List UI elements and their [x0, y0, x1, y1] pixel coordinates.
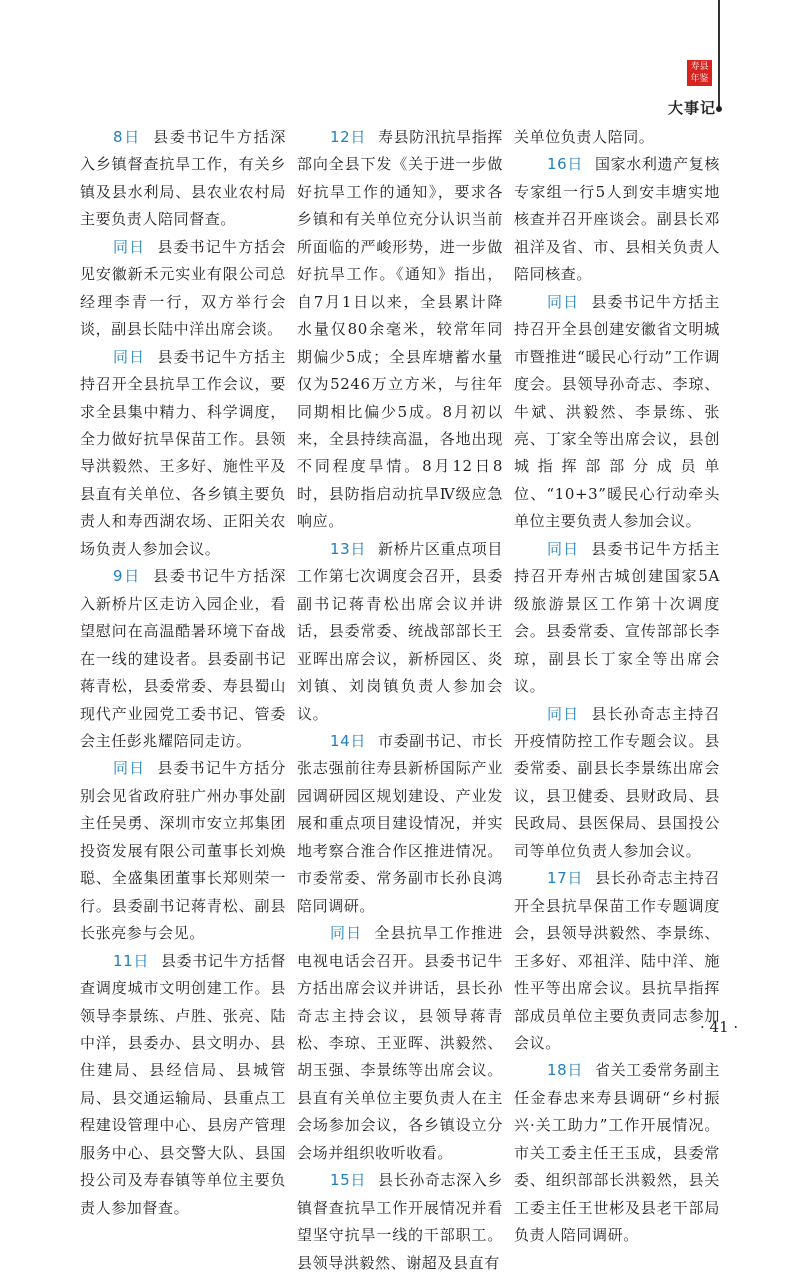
entry-text: 关单位负责人陪同。	[514, 128, 655, 146]
entry-paragraph	[80, 344, 286, 564]
entry-paragraph	[297, 920, 503, 1167]
header-rule-dot	[716, 106, 722, 112]
entry-date: 12日	[330, 128, 366, 146]
entry-paragraph	[297, 124, 503, 536]
entry-date: 同日	[547, 292, 580, 311]
entry-text: 县委书记牛方括主持召开全县抗旱工作会议，要求全县集中精力、科学调度，全力做好抗旱保苗工作。县领导洪毅然、王多好、施性平及县直有关单位、各乡镇主要负责人和寿西湖农场、正阳关农场负责人参加会议。	[80, 347, 286, 558]
entry-paragraph	[514, 536, 720, 701]
entry-paragraph	[297, 728, 503, 920]
entry-date: 同日	[330, 924, 363, 943]
entry-date: 9日	[113, 567, 142, 586]
entry-date: 15日	[330, 1171, 366, 1190]
entry-text: 县委书记牛方括督查调度城市文明创建工作。县领导李景练、卢胜、张亮、陆中洋，县委办、县文明办、县住建局、县经信局、县城管局、县交通运输局、县重点工程建设管理中心、县房产管理服务中心、县交警大队、县国投公司及寿春镇等单位主要负责人参加督查。	[80, 951, 286, 1217]
yearbook-seal-logo: 寿县 年鉴	[687, 60, 712, 86]
entry-paragraph	[80, 124, 286, 234]
entry-text: 寿县防汛抗旱指挥部向全县下发《关于进一步做好抗旱工作的通知》，要求各乡镇和有关单位充分认识当前所面临的严峻形势，进一步做好抗旱工作。《通知》指出，自7月1日以来，全县累计降水量仅80余毫米，较常年同期偏少5成；全县库塘蓄水量仅为5246万立方米，与往年同期相比偏少5成。8月初以来，全县持续高温，各地出现不同程度旱情。8月12日8时，县防指启动抗旱Ⅳ级应急响应。	[297, 128, 503, 531]
entry-date: 16日	[547, 155, 583, 174]
entry-paragraph	[514, 124, 720, 151]
entry-paragraph	[514, 289, 720, 536]
entry-paragraph	[514, 701, 720, 866]
entry-text: 县委书记牛方括会见安徽新禾元实业有限公司总经理李青一行，双方举行会谈，副县长陆中洋出席会谈。	[80, 237, 286, 339]
entry-text: 县长孙奇志主持召开疫情防控工作专题会议。县委常委、副县长李景练出席会议，县卫健委、县财政局、县民政局、县医保局、县国投公司等单位负责人参加会议。	[514, 704, 720, 860]
entry-date: 同日	[113, 347, 146, 366]
entry-text: 县委书记牛方括分别会见省政府驻广州办事处副主任吴勇、深圳市安立邦集团投资发展有限公司董事长刘焕聪、全盛集团董事长郑则荣一行。县委副书记蒋青松、副县长张亮参与会见。	[80, 759, 286, 943]
column-1	[80, 124, 286, 1222]
entry-date: 14日	[330, 731, 366, 750]
entry-paragraph	[514, 1057, 720, 1249]
entry-date: 17日	[547, 869, 583, 888]
entry-date: 同日	[547, 704, 580, 723]
entry-paragraph	[514, 151, 720, 288]
entry-text: 县委书记牛方括深入乡镇督查抗旱工作，有关乡镇及县水利局、县农业农村局主要负责人陪同督查。	[80, 128, 286, 229]
entry-paragraph	[80, 234, 286, 344]
entry-date: 同日	[113, 237, 146, 256]
entry-text: 县委书记牛方括主持召开全县创建安徽省文明城市暨推进“暖民心行动”工作调度会。县领导孙奇志、李琼、牛斌、洪毅然、李景练、张亮、丁家全等出席会议，县创城指挥部部分成员单位、“10+3”暖民心行动牵头单位主要负责人参加会议。	[514, 292, 720, 531]
entry-text: 县长孙奇志深入乡镇督查抗旱工作开展情况并看望坚守抗旱一线的干部职工。县领导洪毅然、谢超及县直有	[297, 1171, 503, 1272]
entry-text: 省关工委常务副主任金春忠来寿县调研“乡村振兴·关工助力”工作开展情况。市关工委主任王玉成，县委常委、组织部部长洪毅然，县关工委主任王世彬及县老干部局负责人陪同调研。	[514, 1061, 720, 1245]
entry-date: 8日	[113, 128, 142, 146]
entry-paragraph	[297, 1167, 503, 1277]
entry-paragraph	[514, 865, 720, 1057]
column-3	[514, 124, 720, 1250]
entry-date: 13日	[330, 539, 366, 558]
entry-text: 市委副书记、市长张志强前往寿县新桥国际产业园调研园区规划建设、产业发展和重点项目建设情况，并实地考察合淮合作区推进情况。市委常委、常务副市长孙良鸿陪同调研。	[297, 731, 503, 915]
entry-paragraph	[80, 563, 286, 755]
section-title: 大事记	[668, 99, 717, 117]
entry-text: 县委书记牛方括深入新桥片区走访入园企业，看望慰问在高温酷暑环境下奋战在一线的建设者。县委副书记蒋青松，县委常委、寿县蜀山现代产业园党工委书记、管委会主任彭兆耀陪同走访。	[80, 567, 286, 750]
entry-paragraph	[80, 948, 286, 1223]
entry-text: 新桥片区重点项目工作第七次调度会召开，县委副书记蒋青松出席会议并讲话，县委常委、统战部部长王亚晖出席会议，新桥园区、炎刘镇、刘岗镇负责人参加会议。	[297, 539, 503, 723]
entry-text: 县委书记牛方括主持召开寿州古城创建国家5A级旅游景区工作第十次调度会。县委常委、宣传部部长李琼，副县长丁家全等出席会议。	[514, 539, 720, 696]
entry-paragraph	[297, 536, 503, 728]
page-number: · 41 ·	[700, 1018, 739, 1036]
entry-paragraph	[80, 755, 286, 947]
entry-text: 县长孙奇志主持召开全县抗旱保苗工作专题调度会，县领导洪毅然、李景练、王多好、邓祖洋、陆中洋、施性平等出席会议。县抗旱指挥部成员单位主要负责同志参加会议。	[514, 869, 720, 1052]
entry-date: 11日	[113, 951, 149, 970]
entry-date: 同日	[547, 539, 580, 558]
entry-text: 国家水利遗产复核专家组一行5人到安丰塘实地核查并召开座谈会。副县长邓祖洋及省、市、县相关负责人陪同核查。	[514, 155, 720, 284]
header-rule	[718, 0, 720, 110]
entry-date: 同日	[113, 759, 146, 778]
entry-text: 全县抗旱工作推进电视电话会召开。县委书记牛方括出席会议并讲话，县长孙奇志主持会议，县领导蒋青松、李琼、王亚晖、洪毅然、胡玉强、李景练等出席会议。县直有关单位主要负责人在主会场参加会议，各乡镇设立分会场并组织收听收看。	[297, 924, 503, 1162]
column-2	[297, 124, 503, 1277]
entry-date: 18日	[547, 1061, 583, 1080]
